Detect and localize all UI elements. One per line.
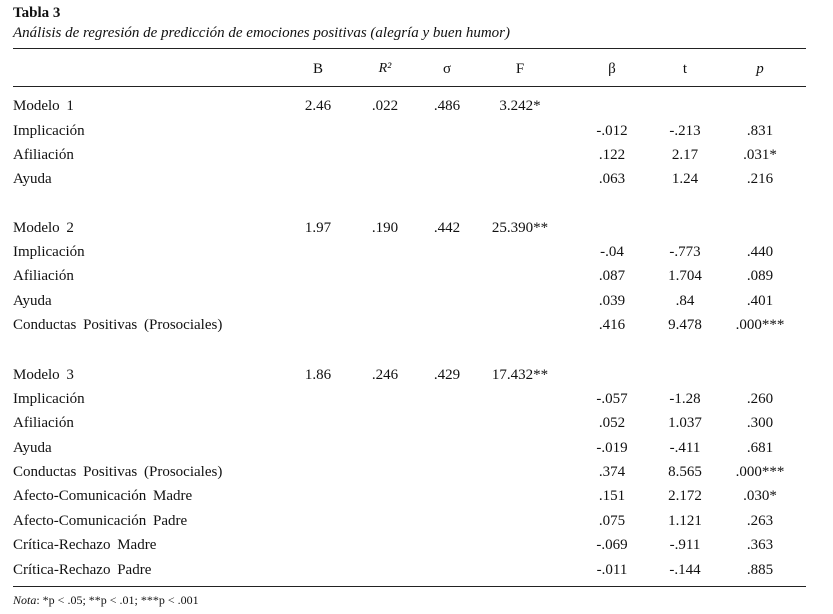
- cell-beta: .087: [598, 268, 626, 284]
- cell-p: .300: [746, 415, 774, 431]
- row-label: Afecto-Comunicación Padre: [13, 513, 188, 529]
- cell-p: .263: [746, 513, 774, 529]
- note-text: : *p < .05; **p < .01; ***p < .001: [36, 593, 199, 607]
- row-label: Modelo 1: [13, 98, 74, 114]
- cell-beta: -.069: [596, 537, 628, 553]
- row-label: Implicación: [13, 391, 85, 407]
- cell-beta: -.012: [596, 123, 628, 139]
- bottom-rule: [13, 586, 806, 587]
- cell-p: .089: [746, 268, 774, 284]
- cell-p: .440: [746, 244, 774, 260]
- cell-beta: .075: [598, 513, 626, 529]
- column-header-t: t: [682, 61, 688, 77]
- row-label: Afiliación: [13, 415, 74, 431]
- top-rule: [13, 48, 806, 49]
- cell-R2: .022: [371, 98, 399, 114]
- cell-beta: .063: [598, 171, 626, 187]
- cell-sigma: .429: [433, 367, 461, 383]
- table-caption: Análisis de regresión de predicción de emociones positivas (alegría y buen humor): [13, 25, 510, 41]
- table-title: Tabla 3: [13, 5, 61, 21]
- cell-beta: .122: [598, 147, 626, 163]
- row-label: Implicación: [13, 244, 85, 260]
- row-label: Implicación: [13, 123, 85, 139]
- column-header-B: B: [312, 61, 324, 77]
- cell-beta: -.057: [596, 391, 628, 407]
- column-header-beta: β: [608, 61, 616, 77]
- cell-beta: -.04: [600, 244, 624, 260]
- cell-sigma: .486: [433, 98, 461, 114]
- cell-F: 17.432**: [491, 367, 549, 383]
- table-note: [13, 593, 199, 608]
- cell-p: .030*: [743, 488, 777, 504]
- cell-B: 1.97: [304, 220, 332, 236]
- cell-beta: .374: [598, 464, 626, 480]
- row-label: Crítica-Rechazo Madre: [13, 537, 157, 553]
- row-label: Crítica-Rechazo Padre: [13, 562, 152, 578]
- column-header-F: F: [515, 61, 525, 77]
- cell-beta: .039: [598, 293, 626, 309]
- cell-t: .84: [675, 293, 695, 309]
- cell-t: 1.704: [668, 268, 702, 284]
- cell-p: .031*: [743, 147, 777, 163]
- column-header-sigma: σ: [442, 61, 452, 77]
- cell-beta: -.019: [596, 440, 628, 456]
- row-label: Afiliación: [13, 147, 74, 163]
- cell-B: 1.86: [304, 367, 332, 383]
- cell-p: .260: [746, 391, 774, 407]
- cell-p: .831: [746, 123, 774, 139]
- cell-p: .681: [746, 440, 774, 456]
- row-label: Conductas Positivas (Prosociales): [13, 317, 223, 333]
- cell-B: 2.46: [304, 98, 332, 114]
- column-header-p: p: [756, 61, 764, 77]
- cell-t: -.911: [669, 537, 701, 553]
- row-label: Ayuda: [13, 440, 52, 456]
- cell-R2: .246: [371, 367, 399, 383]
- row-label: Conductas Positivas (Prosociales): [13, 464, 223, 480]
- cell-p: .363: [746, 537, 774, 553]
- cell-p: .216: [746, 171, 774, 187]
- row-label: Afecto-Comunicación Madre: [13, 488, 193, 504]
- row-label: Ayuda: [13, 293, 52, 309]
- cell-t: 1.037: [668, 415, 702, 431]
- row-label: Ayuda: [13, 171, 52, 187]
- cell-F: 25.390**: [491, 220, 549, 236]
- row-label: Modelo 2: [13, 220, 74, 236]
- cell-t: 1.24: [671, 171, 699, 187]
- row-label: Modelo 3: [13, 367, 74, 383]
- cell-sigma: .442: [433, 220, 461, 236]
- cell-t: 8.565: [668, 464, 702, 480]
- cell-t: 1.121: [668, 513, 702, 529]
- column-header-R2: R²: [378, 61, 392, 76]
- cell-beta: .416: [598, 317, 626, 333]
- cell-R2: .190: [371, 220, 399, 236]
- cell-beta: .052: [598, 415, 626, 431]
- row-label: Afiliación: [13, 268, 74, 284]
- cell-t: -.773: [669, 244, 701, 260]
- cell-p: .401: [746, 293, 774, 309]
- cell-t: 2.17: [671, 147, 699, 163]
- cell-p: .000***: [735, 464, 785, 480]
- cell-t: -.144: [669, 562, 701, 578]
- cell-F: 3.242*: [499, 98, 541, 114]
- header-rule: [13, 86, 806, 87]
- cell-t: 2.172: [668, 488, 702, 504]
- cell-p: .000***: [735, 317, 785, 333]
- cell-t: -.213: [669, 123, 701, 139]
- cell-t: -1.28: [669, 391, 701, 407]
- cell-t: 9.478: [668, 317, 702, 333]
- cell-beta: -.011: [596, 562, 628, 578]
- note-label: Nota: [13, 593, 37, 607]
- cell-t: -.411: [669, 440, 701, 456]
- cell-p: .885: [746, 562, 774, 578]
- cell-beta: .151: [598, 488, 626, 504]
